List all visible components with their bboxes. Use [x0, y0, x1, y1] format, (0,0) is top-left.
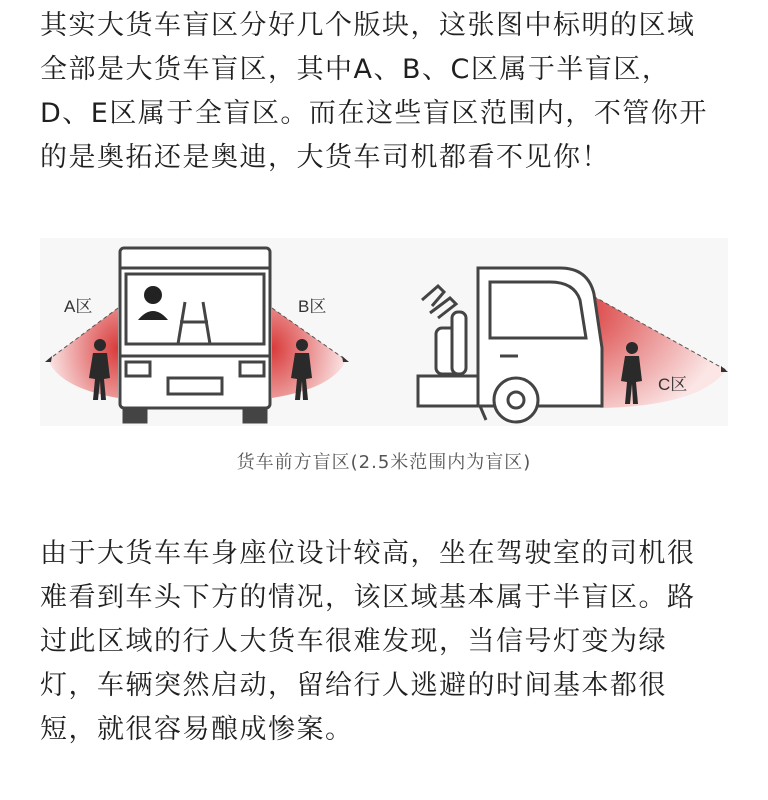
- blind-zone-illustration: [40, 238, 728, 426]
- truck-wheel: [494, 378, 538, 422]
- zone-c-label: C区: [658, 375, 688, 394]
- zone-b-label: B区: [298, 297, 327, 316]
- body-line-3: 过此区域的行人大货车很难发现，当信号灯变为绿: [40, 626, 667, 657]
- intro-paragraph: [40, 4, 740, 180]
- intro-line-3: D、E区属于全盲区。而在这些盲区范围内，不管你开: [40, 98, 708, 129]
- figure-caption: 货车前方盲区(2.5米范围内为盲区): [236, 452, 532, 473]
- intro-line-2: 全部是大货车盲区，其中A、B、C区属于半盲区，: [40, 54, 671, 85]
- zone-a-shape: [48, 308, 118, 398]
- body-line-1: 由于大货车车身座位设计较高，坐在驾驶室的司机很: [40, 538, 696, 569]
- blind-zone-drawing: [40, 238, 728, 426]
- body-line-4: 灯，车辆突然启动，留给行人逃避的时间基本都很: [40, 670, 667, 701]
- intro-line-1: 其实大货车盲区分好几个版块，这张图中标明的区域: [40, 10, 696, 41]
- bus-front-view: [120, 248, 270, 422]
- zone-a-label: A区: [64, 297, 93, 316]
- body-paragraph: [40, 532, 740, 752]
- body-line-5: 短，就很容易酿成惨案。: [40, 714, 354, 745]
- intro-line-4: 的是奥拓还是奥迪，大货车司机都看不见你！: [40, 142, 610, 173]
- body-line-2: 难看到车头下方的情况，该区域基本属于半盲区。路: [40, 582, 696, 613]
